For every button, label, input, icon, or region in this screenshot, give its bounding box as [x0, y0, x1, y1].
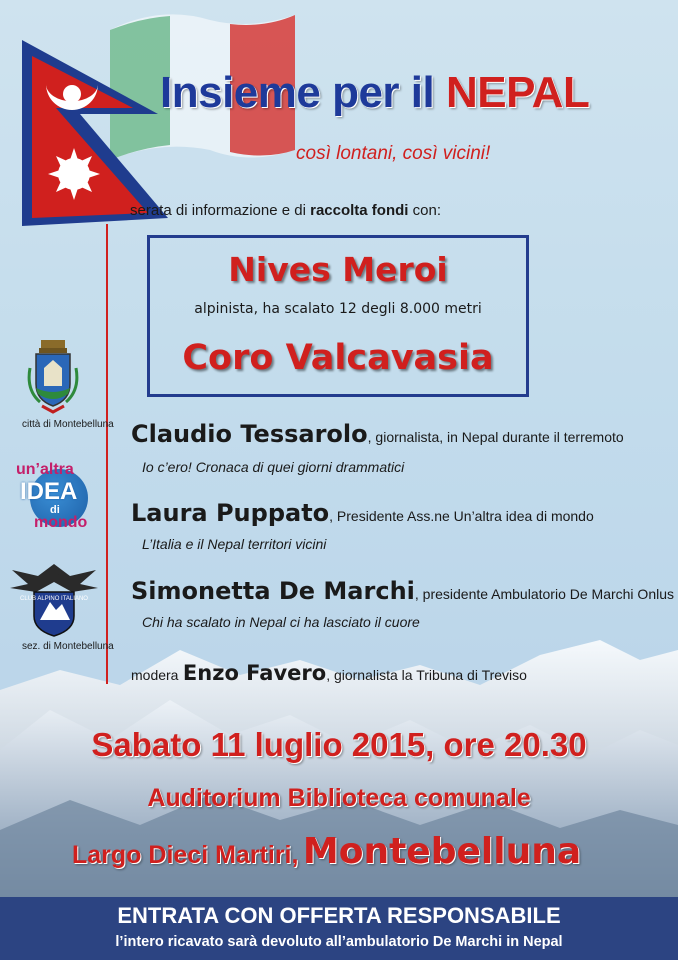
- city-coat-of-arms-icon: [24, 338, 82, 414]
- cai-logo-icon: [8, 558, 100, 638]
- address-prefix: Largo Dieci Martiri,: [72, 841, 299, 869]
- speaker-3: [131, 577, 674, 605]
- logo-word-1: un’altra: [16, 461, 74, 478]
- logo-word-2: IDEA: [20, 478, 78, 505]
- title-prefix: Insieme per il: [160, 68, 435, 117]
- page-title: [160, 68, 589, 118]
- title-highlight: NEPAL: [445, 68, 590, 117]
- speaker-1-talk: Io c’ero! Cronaca di quei giorni drammatici: [142, 459, 405, 475]
- guest-description: alpinista, ha scalato 12 degli 8.000 metri: [194, 301, 482, 317]
- logo-word-4: mondo: [34, 514, 88, 531]
- event-address: [72, 831, 581, 872]
- logo-word-3: di: [50, 504, 60, 516]
- footer-headline: ENTRATA CON OFFERTA RESPONSABILE: [117, 903, 561, 928]
- event-venue: Auditorium Biblioteca comunale: [147, 784, 531, 812]
- guest-name: Nives Meroi: [228, 250, 448, 289]
- intro-prefix: serata di informazione e di: [130, 202, 306, 219]
- moderator-name: Enzo Favero: [182, 661, 327, 685]
- speaker-2-desc: , Presidente Ass.ne Un’altra idea di mondo: [329, 508, 594, 524]
- speaker-2-name: Laura Puppato: [131, 499, 330, 527]
- speaker-1: [131, 420, 624, 448]
- moderator-line: [131, 661, 527, 685]
- city-label: città di Montebelluna: [22, 419, 114, 430]
- speaker-2: [131, 499, 594, 527]
- address-town: Montebelluna: [302, 831, 582, 872]
- intro-suffix: con:: [412, 202, 441, 219]
- choir-name: Coro Valcavasia: [182, 338, 494, 378]
- speaker-1-name: Claudio Tessarolo: [131, 420, 368, 448]
- cai-label: sez. di Montebelluna: [22, 641, 114, 652]
- footer-note: l’intero ricavato sarà devoluto all’ambulatorio De Marchi in Nepal: [115, 934, 563, 950]
- moderator-prefix: modera: [131, 667, 179, 683]
- divider-line: [106, 224, 108, 684]
- moderator-desc: , giornalista la Tribuna di Treviso: [326, 667, 527, 683]
- speaker-3-talk: Chi ha scalato in Nepal ci ha lasciato il cuore: [142, 614, 420, 630]
- intro-line: [130, 202, 441, 219]
- association-logo: [14, 461, 98, 533]
- event-date-time: Sabato 11 luglio 2015, ore 20.30: [91, 726, 587, 763]
- speaker-3-name: Simonetta De Marchi: [131, 577, 415, 605]
- svg-text:CLUB ALPINO ITALIANO: CLUB ALPINO ITALIANO: [20, 596, 88, 602]
- intro-bold: raccolta fondi: [310, 202, 409, 219]
- subtitle: così lontani, così vicini!: [296, 143, 491, 164]
- speaker-1-desc: , giornalista, in Nepal durante il terremoto: [367, 429, 624, 445]
- speaker-3-desc: , presidente Ambulatorio De Marchi Onlus: [414, 586, 674, 602]
- speaker-2-talk: L’Italia e il Nepal territori vicini: [142, 536, 327, 552]
